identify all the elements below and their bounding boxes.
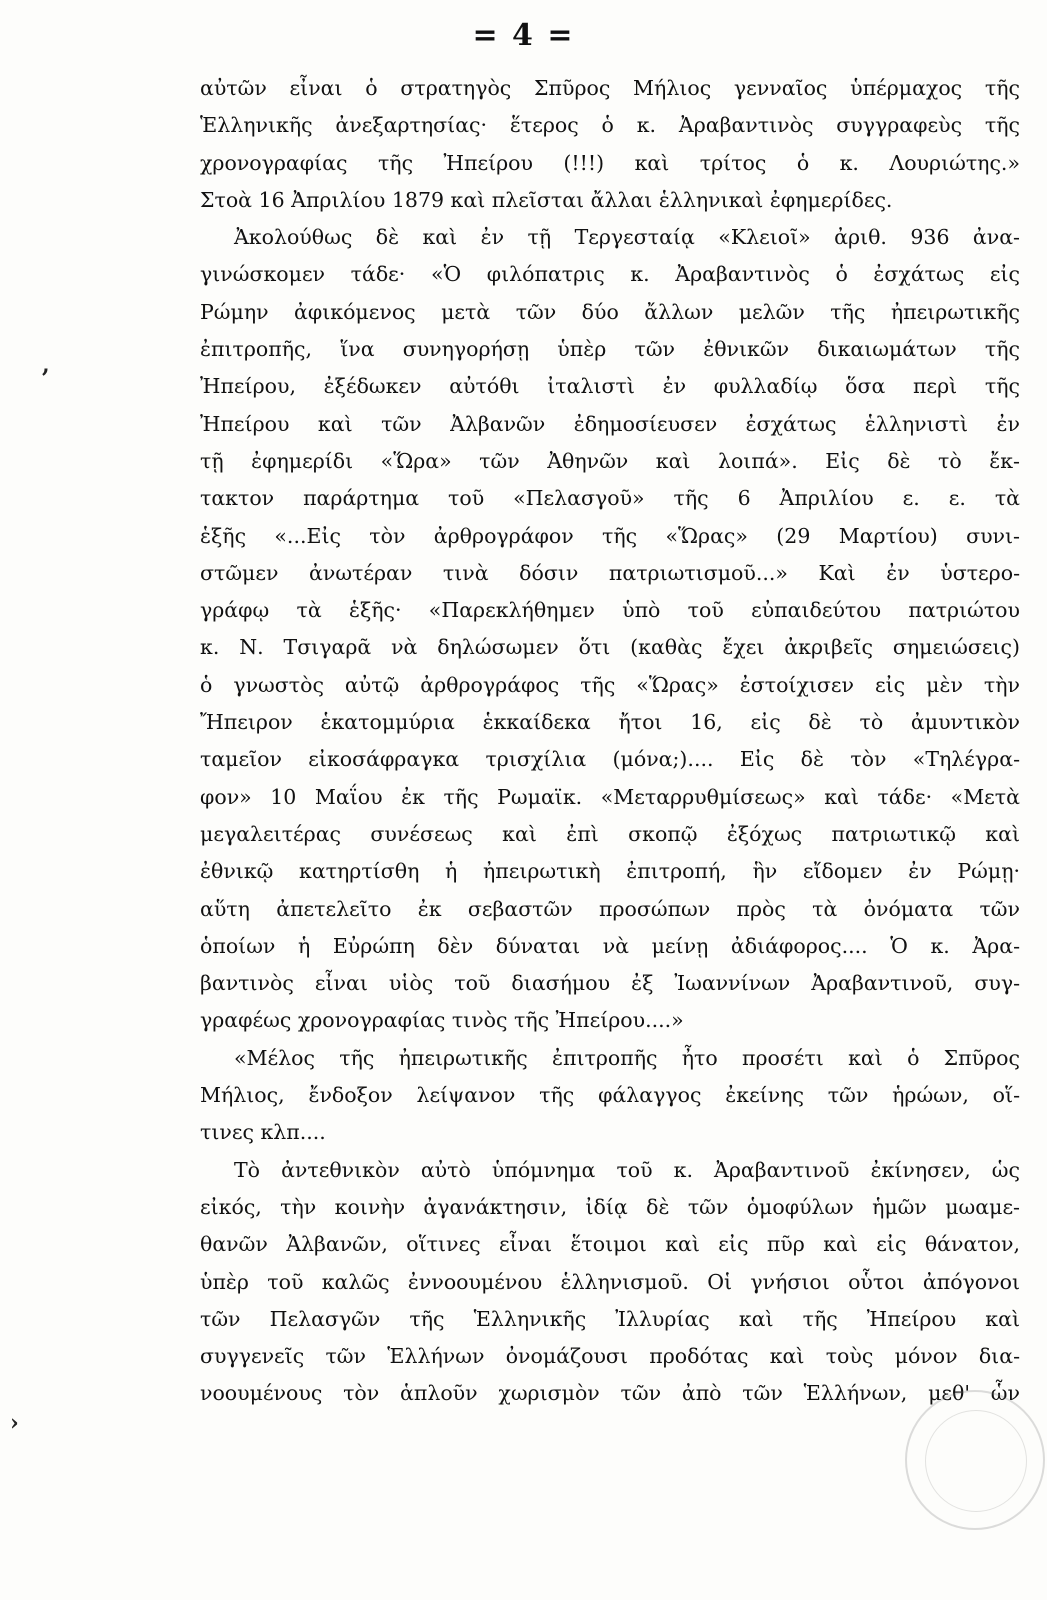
text-line: τακτον παράρτημα τοῦ «Πελασγοῦ» τῆς 6 Ἀπριλίου ε. ε. τὰ [200, 486, 1020, 511]
text-line: ἑξῆς «...Εἰς τὸν ἀρθρογράφον τῆς «Ὥρας» (29 Μαρτίου) συνι- [200, 523, 1020, 548]
text-line: γραφέως χρονογραφίας τινὸς τῆς Ἠπείρου....» [200, 1008, 684, 1033]
text-line: τῶν Πελασγῶν τῆς Ἑλληνικῆς Ἰλλυρίας καὶ τῆς Ἠπείρου καὶ [200, 1306, 1020, 1331]
text-line: ὁποίων ἡ Εὐρώπη δὲν δύναται νὰ μείνῃ ἀδιάφορος.... Ὁ κ. Ἀρα- [200, 933, 1020, 958]
text-line: Ἑλληνικῆς ἀνεξαρτησίας· ἕτερος ὁ κ. Ἀραβαντινὸς συγγραφεὺς τῆς [200, 113, 1020, 138]
text-line: συγγενεῖς τῶν Ἑλλήνων ὀνομάζουσι προδότας καὶ τοὺς μόνον δια- [200, 1344, 1020, 1369]
text-line: χρονογραφίας τῆς Ἠπείρου (!!!) καὶ τρίτος ὁ κ. Λουριώτης.» [200, 150, 1020, 175]
text-line: Τὸ ἀντεθνικὸν αὐτὸ ὑπόμνημα τοῦ κ. Ἀραβαντινοῦ ἐκίνησεν, ὡς [234, 1157, 1020, 1182]
text-line: γινώσκομεν τάδε· «Ὁ φιλόπατρις κ. Ἀραβαντινὸς ὁ ἐσχάτως εἰς [200, 262, 1020, 287]
text-line: στῶμεν ἀνωτέραν τινὰ δόσιν πατριωτισμοῦ...» Καὶ ἐν ὑστερο- [200, 560, 1020, 585]
text-line: μεγαλειτέρας συνέσεως καὶ ἐπὶ σκοπῷ ἐξόχως πατριωτικῷ καὶ [200, 821, 1020, 846]
body-text [200, 70, 1020, 1413]
text-line: τῇ ἐφημερίδι «Ὥρα» τῶν Ἀθηνῶν καὶ λοιπά». Εἰς δὲ τὸ ἔκ- [200, 448, 1020, 473]
text-line: αὕτη ἀπετελεῖτο ἐκ σεβαστῶν προσώπων πρὸς τὰ ὀνόματα τῶν [200, 896, 1020, 921]
text-line: βαντινὸς εἶναι υἱὸς τοῦ διασήμου ἐξ Ἰωαννίνων Ἀραβαντινοῦ, συγ- [200, 971, 1020, 996]
text-line: Ἠπείρου καὶ τῶν Ἀλβανῶν ἐδημοσίευσεν ἐσχάτως ἑλληνιστὶ ἐν [200, 411, 1020, 436]
text-line: θανῶν Ἀλβανῶν, οἵτινες εἶναι ἕτοιμοι καὶ εἰς πῦρ καὶ εἰς θάνατον, [200, 1232, 1020, 1257]
text-line: Ἤπειρον ἑκατομμύρια ἑκκαίδεκα ἤτοι 16, εἰς δὲ τὸ ἀμυντικὸν [200, 710, 1020, 735]
text-line: ἐθνικῷ κατηρτίσθη ἡ ἠπειρωτικὴ ἐπιτροπή, ἣν εἴδομεν ἐν Ρώμῃ· [200, 859, 1020, 884]
text-line: ταμεῖον εἰκοσάφραγκα τρισχίλια (μόνα;).... Εἰς δὲ τὸν «Τηλέγρα- [200, 747, 1020, 772]
text-line: Ἀκολούθως δὲ καὶ ἐν τῇ Τεργεσταίᾳ «Κλειοῖ» ἀριθ. 936 ἀνα- [234, 225, 1020, 250]
text-line: τινες κλπ.... [200, 1120, 326, 1145]
text-line: Μήλιος, ἔνδοξον λείψανον τῆς φάλαγγος ἐκείνης τῶν ἡρώων, οἵ- [200, 1083, 1020, 1108]
text-line: νοουμένους τὸν ἁπλοῦν χωρισμὸν τῶν ἀπὸ τῶν Ἑλλήνων, μεθ' ὧν [200, 1381, 1020, 1406]
text-line: κ. Ν. Τσιγαρᾶ νὰ δηλώσωμεν ὅτι (καθὰς ἔχει ἀκριβεῖς σημειώσεις) [200, 635, 1020, 660]
text-line: Ρώμην ἀφικόμενος μετὰ τῶν δύο ἄλλων μελῶν τῆς ἠπειρωτικῆς [200, 299, 1020, 324]
text-line: Στοὰ 16 Ἀπριλίου 1879 καὶ πλεῖσται ἄλλαι ἑλληνικαὶ ἐφημερίδες. [200, 187, 893, 212]
text-line: γράφῳ τὰ ἑξῆς· «Παρεκλήθημεν ὑπὸ τοῦ εὐπαιδεύτου πατριώτου [200, 598, 1020, 623]
text-line: Ἠπείρου, ἐξέδωκεν αὐτόθι ἰταλιστὶ ἐν φυλλαδίῳ ὅσα περὶ τῆς [200, 374, 1020, 399]
text-line: ὑπὲρ τοῦ καλῶς ἐννοουμένου ἑλληνισμοῦ. Οἱ γνήσιοι οὗτοι ἀπόγονοι [200, 1269, 1020, 1294]
text-line: αὐτῶν εἶναι ὁ στρατηγὸς Σπῦρος Μήλιος γενναῖος ὑπέρμαχος τῆς [200, 76, 1020, 100]
text-line: εἰκός, τὴν κοινὴν ἀγανάκτησιν, ἰδίᾳ δὲ τῶν ὁμοφύλων ἡμῶν μωαμε- [200, 1194, 1020, 1219]
margin-tick-mark: , [42, 352, 50, 378]
library-stamp-watermark [905, 1390, 1045, 1530]
text-line: ἐπιτροπῆς, ἵνα συνηγορήσῃ ὑπὲρ τῶν ἐθνικῶν δικαιωμάτων τῆς [200, 337, 1020, 362]
text-line: ὁ γνωστὸς αὐτῷ ἀρθρογράφος τῆς «Ὥρας» ἐστοίχισεν εἰς μὲν τὴν [200, 672, 1020, 697]
page-number: = 4 = [472, 18, 575, 53]
text-line: «Μέλος τῆς ἠπειρωτικῆς ἐπιτροπῆς ἦτο προσέτι καὶ ὁ Σπῦρος [234, 1045, 1020, 1070]
text-line: φον» 10 Μαΐου ἐκ τῆς Ρωμαϊκ. «Μεταρρυθμίσεως» καὶ τάδε· «Μετὰ [200, 784, 1020, 809]
margin-arrow-mark: › [10, 1410, 19, 1436]
